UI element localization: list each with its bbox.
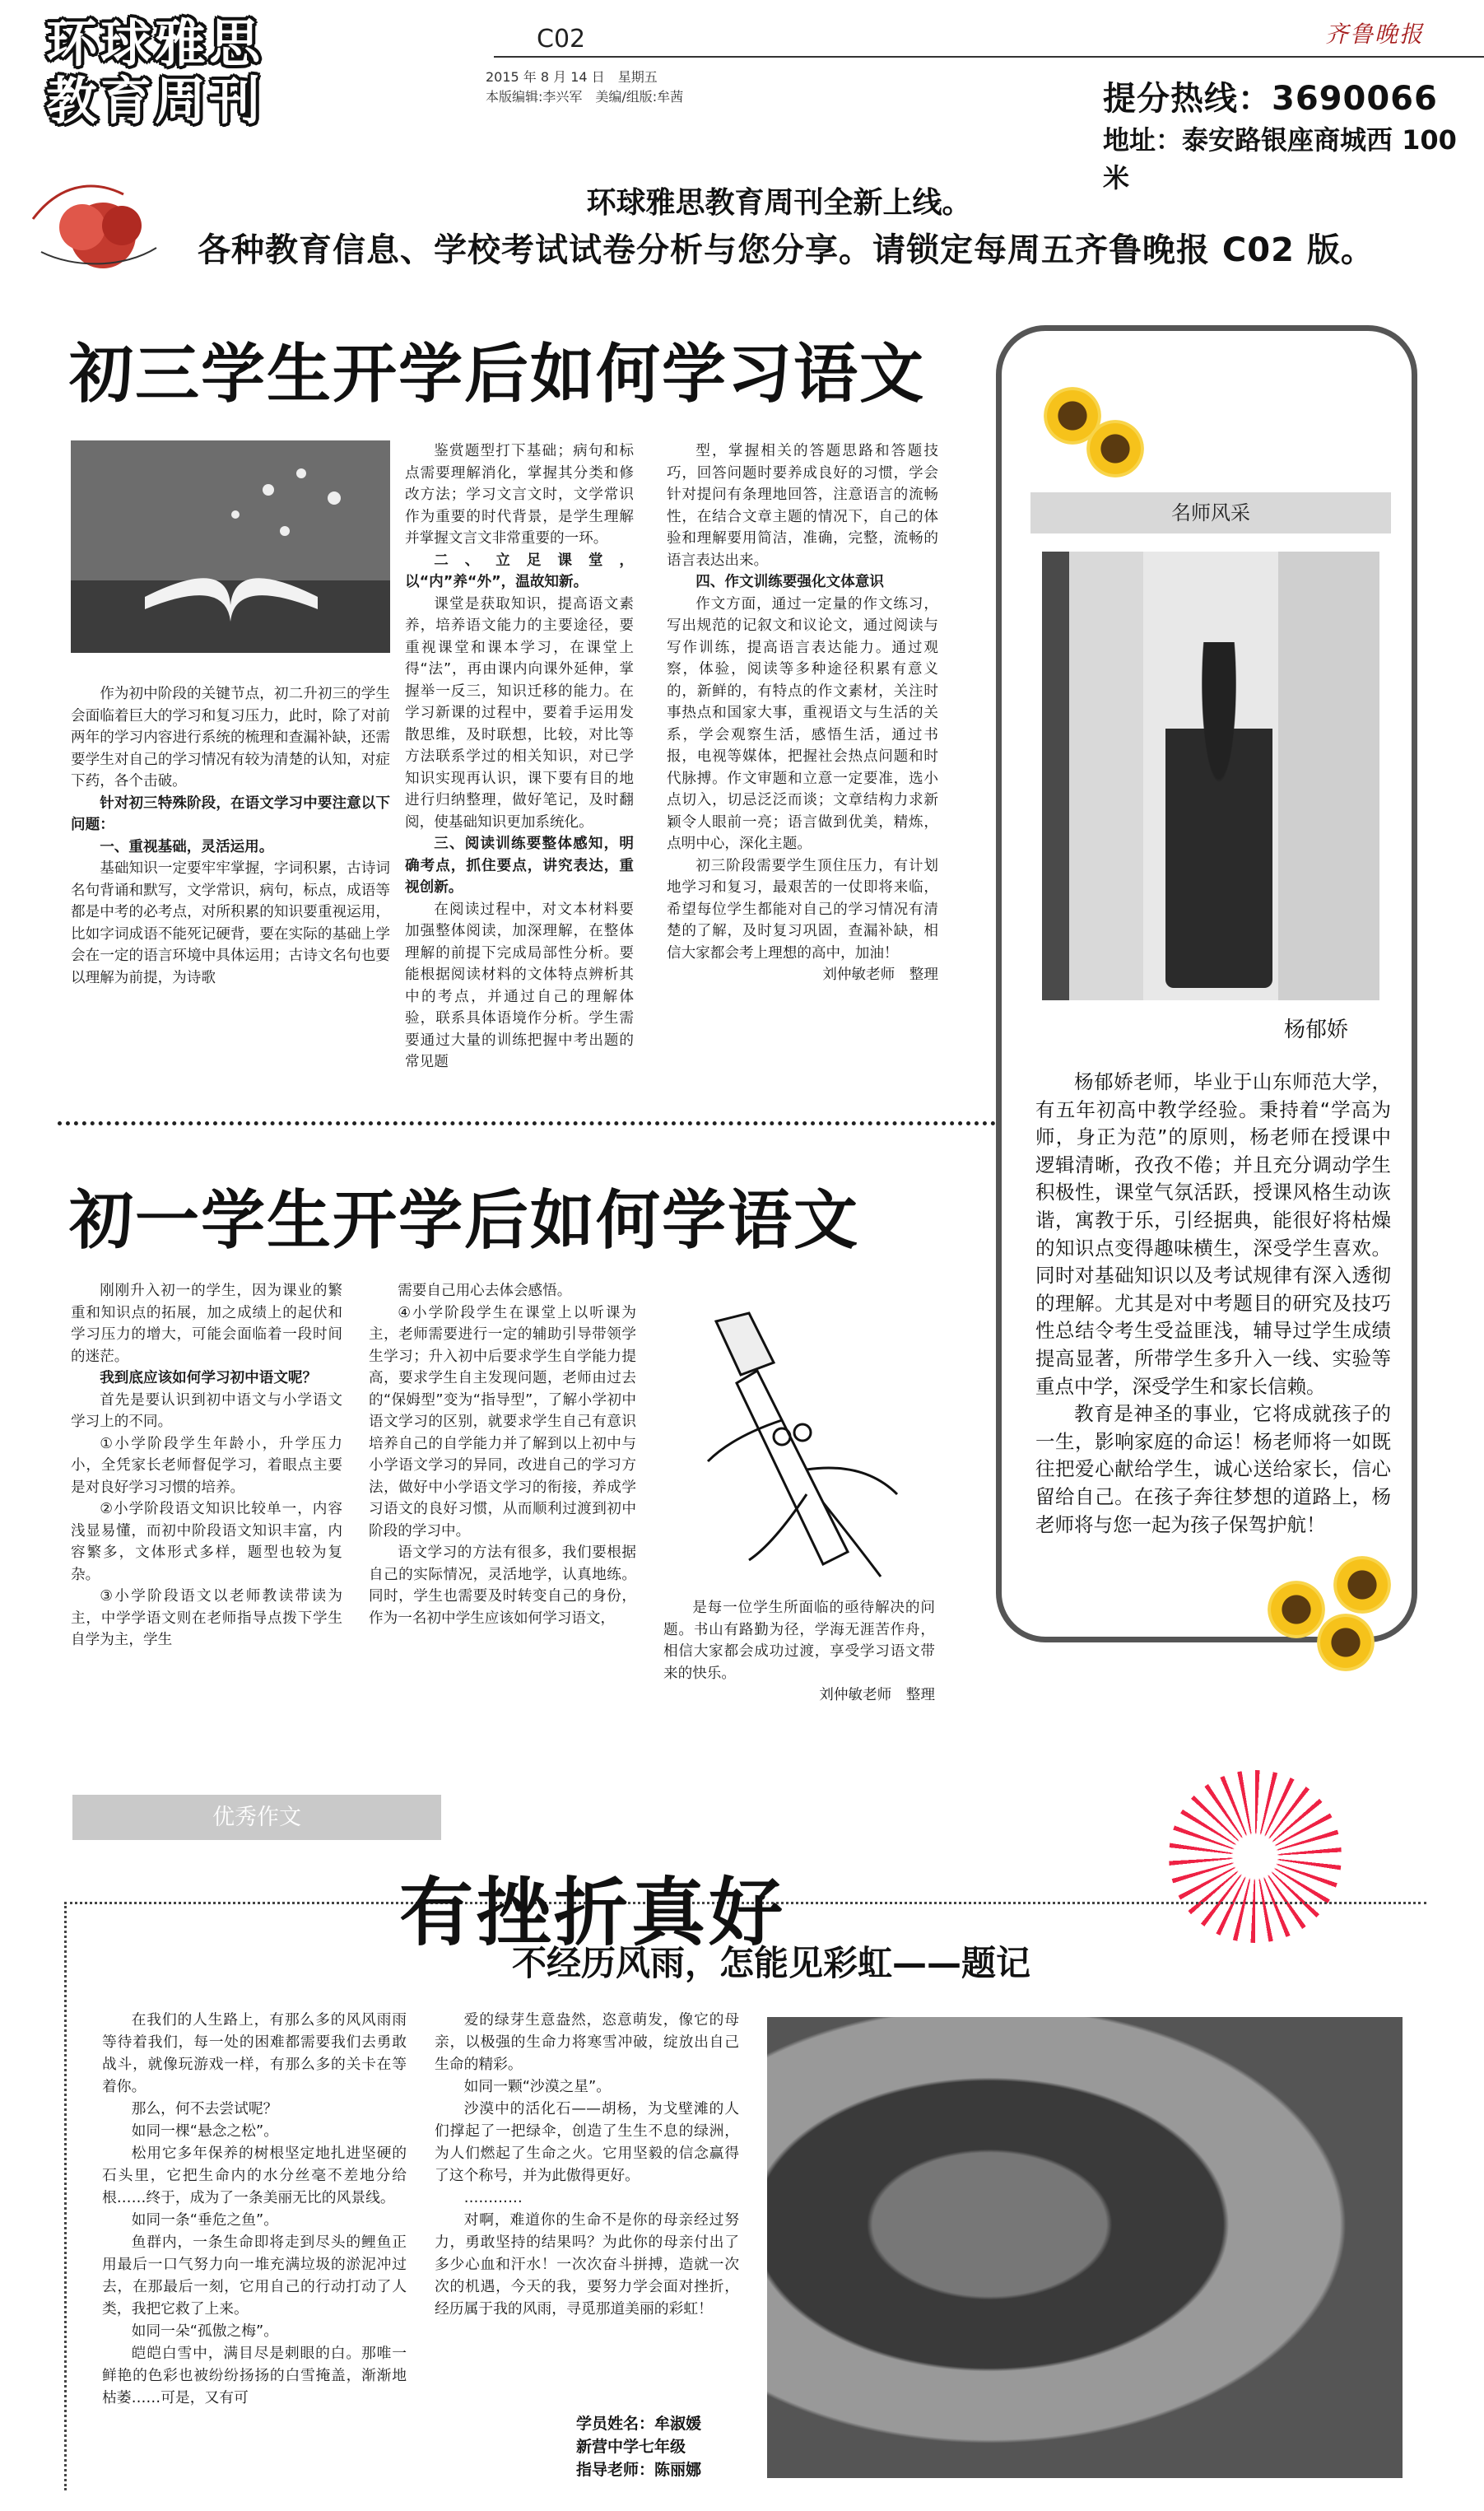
paragraph: 在阅读过程中，对文本材料要加强整体阅读，加深理解，在整体理解的前提下完成局部性分析。要能根据阅读材料的文体特点辨析其中的考点，并通过自己的理解体验，联系具体语境作分析。学生需要通过大量的训练把握中考出题的常见题 — [405, 901, 634, 1070]
paragraph: 松用它多年保养的树根坚定地扎进坚硬的石头里，它把生命内的水分丝毫不差地分给根……终于，成为了一条美丽无比的风景线。 — [102, 2145, 407, 2206]
teacher-section-header: 名师风采 — [1030, 492, 1391, 533]
hotline: 提分热线：3690066 — [1103, 80, 1438, 118]
sunflower-icon — [1317, 1614, 1375, 1671]
paragraph: 如同一条“垂危之鱼”。 — [131, 2211, 279, 2229]
issue-date: 2015 年 8 月 14 日 星期五 — [486, 69, 658, 85]
paragraph: 四、作文训练要强化文体意识 — [695, 574, 884, 590]
essay-signature — [576, 2412, 701, 2481]
paragraph: 作文方面，通过一定量的作文练习，写出规范的记叙文和议论文，通过阅读与写作训练，提高语言表达能力。通过观察，体验，阅读等多种途径积累有意义的，新鲜的，有特点的作文素材，关注时事热点和国家大事，重视语文与生活的关系，学会观察生活，感悟生活，通过书报，电视等媒体，把握社会热点问题和时代脉搏。作文审题和立意一定要准，选小点切入，切忌泛泛而谈；文章结构力求新颖令人眼前一亮；语言做到优美，精炼，点明中心，深化主题。 — [667, 595, 938, 852]
issue-meta — [486, 68, 683, 107]
instructor-name: 指导老师：陈丽娜 — [576, 2461, 702, 2479]
article1-book-photo — [71, 440, 390, 653]
header-rule — [494, 56, 1484, 58]
banner-line1: 环球雅思教育周刊全新上线。 — [586, 186, 972, 220]
paragraph: 杨郁娇老师，毕业于山东师范大学，有五年初高中教学经验。秉持着“学高为师，身正为范”的原则，杨老师在授课中逻辑清晰，孜孜不倦；并且充分调动学生积极性，课堂气氛活跃，授课风格生动诙谐，寓教于乐，引经据典，能很好将枯燥的知识点变得趣味横生，深受学生喜欢。同时对基础知识以及考试规律有深入透彻的理解。尤其是对中考题目的研究及技巧性总结令考生受益匪浅，辅导过学生成绩提高显著，所带学生多升入一线、实验等重点中学，深受学生和家长信赖。 — [1035, 1070, 1391, 1398]
paragraph: 如同一颗“沙漠之星”。 — [463, 2078, 612, 2095]
paragraph: 刚刚升入初一的学生，因为课业的繁重和知识点的拓展，加之成绩上的起伏和学习压力的增大，可能会面临着一段时间的迷茫。 — [71, 1283, 342, 1365]
paragraph: 鉴赏题型打下基础；病句和标点需要理解消化，掌握其分类和修改方法；学习文言文时，文学常识作为重要的时代背景，是学生理解并掌握文言文非常重要的一环。 — [405, 443, 634, 547]
paragraph: 是每一位学生所面临的亟待解决的问题。书山有路勤为径，学海无涯苦作舟，相信大家都会成功过渡，享受学习语文带来的快乐。 — [663, 1600, 935, 1682]
paragraph: 沙漠中的活化石——胡杨，为戈壁滩的人们撑起了一把绿伞，创造了生生不息的绿洲，为人们燃起了生命之火。它用坚毅的信念赢得了这个称号，并为此傲得更好。 — [435, 2100, 739, 2184]
newspaper-logo: 齐鲁晚报 — [1325, 21, 1425, 48]
paragraph: 作为初中阶段的关键节点，初二升初三的学生会面临着巨大的学习和复习压力，此时，除了对前两年的学习内容进行系统的梳理和查漏补缺，还需要学生对自己的学习情况有较为清楚的认知，对症下药，各个击破。 — [71, 686, 390, 790]
paragraph: 皑皑白雪中，满目尽是刺眼的白。那唯一鲜艳的色彩也被纷纷扬扬的白雪掩盖，渐渐地枯萎……可是，又有可 — [102, 2345, 407, 2406]
paragraph: 初三阶段需要学生顶住压力，有计划地学习和复习，最艰苦的一仗即将来临，希望每位学生都能对自己的学习情况有清楚的了解，及时复习巩固，查漏补缺，相信大家都会考上理想的高中，加油！ — [667, 857, 938, 962]
essay-col2 — [435, 2009, 739, 2371]
paragraph: 教育是神圣的事业，它将成就孩子的一生，影响家庭的命运！杨老师将一如既往把爱心献给学生，诚心送给家长，信心留给自己。在孩子奔往梦想的道路上，杨老师将与您一起为孩子保驾护航！ — [1035, 1402, 1391, 1536]
paragraph: 针对初三特殊阶段，在语文学习中要注意以下问题： — [71, 794, 390, 833]
teacher-photo-caption: 杨郁娇 — [1284, 1018, 1349, 1042]
paragraph: ③小学阶段语文以老师教读带读为主，中学学语文则在老师指导点拨下学生自学为主，学生 — [71, 1588, 342, 1648]
mother-child-photo — [767, 2017, 1403, 2478]
paragraph: 鱼群内，一条生命即将走到尽头的鲤鱼正用最后一口气努力向一堆充满垃圾的淤泥冲过去，在那最后一刻，它用自己的行动打动了人类，我把它救了上来。 — [102, 2234, 407, 2318]
masthead-line1: 环球雅思 — [46, 13, 264, 73]
paragraph: 一、重视基础，灵活运用。 — [100, 838, 274, 855]
paragraph: ④小学阶段学生在课堂上以听课为主，老师需要进行一定的辅助引导带领学生学习；升入初中后要求学生自学能力提高，要求学生自主发现问题，老师由过去的“保姆型”变为“指导型”，了解小学初中语文学习的区别，就要求学生自己有意识培养自己的自学能力并了解到以上初中与小学语文学习的异同，改进自己的学习方法，做好中小学语文学习的衔接，养成学习语文的良好习惯，从而顺利过渡到初中阶段的学习中。 — [369, 1304, 636, 1540]
masthead-title — [46, 15, 263, 130]
paragraph: 基础知识一定要牢牢掌握，字词积累，古诗词名句背诵和默写，文学常识，病句，标点，成语等都是中考的必考点，对所积累的知识要重视运用，比如字词成语不能死记硬背，要在实际的基础上学会在一定的语言环境中具体运用；古诗文名句也要以理解为前提，为诗歌 — [71, 860, 390, 986]
teacher-bio — [1035, 1069, 1391, 1539]
paragraph: 对啊，难道你的生命不是你的母亲经过努力，勇敢坚持的结果吗？为此你的母亲付出了多少心血和汗水！一次次奋斗拼搏，造就一次次的机遇，今天的我，要努力学会面对挫折，经历属于我的风雨，寻觅那道美丽的彩虹！ — [435, 2211, 739, 2318]
paragraph: 三、阅读训练要整体感知，明确考点，抓住要点，讲究表达，重视创新。 — [405, 836, 634, 896]
paragraph: 在我们的人生路上，有那么多的风风雨雨等待着我们，每一处的困难都需要我们去勇敢战斗，就像玩游戏一样，有那么多的关卡在等着你。 — [102, 2011, 407, 2095]
sunflower-icon — [1268, 1581, 1325, 1638]
author-credit: 刘仲敏老师 整理 — [819, 1687, 935, 1703]
article2-title: 初一学生开学后如何学语文 — [69, 1184, 860, 1258]
pen-cartoon-illustration — [658, 1297, 922, 1593]
article1-col3 — [667, 440, 938, 1083]
paragraph: 我到底应该如何学习初中语文呢？ — [100, 1370, 318, 1386]
essay-col1 — [102, 2009, 407, 2486]
paragraph: 那么，何不去尝试呢？ — [131, 2100, 278, 2117]
teacher-photo — [1042, 552, 1379, 1000]
paragraph: 首先是要认识到初中语文与小学语文学习上的不同。 — [71, 1391, 342, 1430]
paragraph: 需要自己用心去体会感悟。 — [398, 1283, 572, 1299]
student-school: 新营中学七年级 — [576, 2438, 686, 2456]
paragraph: 爱的绿芽生意盎然，恣意萌发，像它的母亲，以极强的生命力将寒雪冲破，绽放出自己生命的精彩。 — [435, 2011, 739, 2073]
issue-editors: 本版编辑:李兴军 美编/组版:牟茜 — [486, 89, 684, 105]
masthead-line2: 教育周刊 — [46, 71, 264, 131]
banner-line2: 各种教育信息、学校考试试卷分析与您分享。请锁定每周五齐鲁晚报 C02 版。 — [198, 231, 1375, 269]
paragraph: 如同一棵“悬念之松”。 — [131, 2122, 279, 2140]
teacher-figure — [1165, 642, 1272, 988]
article2-col2 — [369, 1280, 636, 1729]
sunflower-icon — [1086, 420, 1144, 478]
paragraph: 型，掌握相关的答题思路和答题技巧，回答问题时要养成良好的习惯，学会针对提问有条理地回答，注意语言的流畅性，在结合文章主题的情况下，自己的体验和理解要用简洁，准确，完整，流畅的语言表达出来。 — [667, 443, 938, 569]
student-name: 学员姓名：牟淑媛 — [576, 2415, 702, 2433]
paragraph: 如同一朵“孤傲之梅”。 — [131, 2322, 279, 2340]
essay-section-tab: 优秀作文 — [72, 1795, 441, 1840]
page-number: C02 — [537, 25, 586, 54]
author-credit: 刘仲敏老师 整理 — [822, 967, 938, 983]
paragraph: 语文学习的方法有很多，我们要根据自己的实际情况，灵活地学，认真地练。同时，学生也需要及时转变自己的身份，作为一名初中学生应该如何学习语文， — [369, 1544, 636, 1627]
section-divider — [58, 1121, 996, 1125]
paragraph: ②小学阶段语文知识比较单一，内容浅显易懂，而初中阶段语文知识丰富，内容繁多，文体形式多样，题型也较为复杂。 — [71, 1501, 342, 1583]
paragraph: 二、立足课堂，以“内”养“外”，温故知新。 — [405, 552, 634, 590]
article2-col3 — [663, 1597, 935, 1729]
essay-title: 有挫折真好 — [399, 1870, 786, 1956]
essay-subtitle: 不经历风雨，怎能见彩虹——题记 — [512, 1943, 1031, 1983]
article1-col2 — [405, 440, 634, 1070]
sunflower-icon — [1333, 1556, 1391, 1614]
paragraph: ①小学阶段学生年龄小，升学压力小，全凭家长老师督促学习，着眼点主要是对良好学习习惯的培养。 — [71, 1435, 342, 1496]
address: 地址：泰安路银座商城西 100 米 — [1103, 124, 1457, 193]
paragraph: ………… — [463, 2189, 523, 2206]
article1-title: 初三学生开学后如何学习语文 — [69, 338, 926, 412]
paragraph: 课堂是获取知识，提高语文素养，培养语文能力的主要途径，要重视课堂和课本学习，在课堂上得“法”，再由课内向课外延伸，掌握举一反三，知识迁移的能力。在学习新课的过程中，要着手运用发散思维，及时联想，比较，对比等方法联系学过的相关知识，对已学知识实现再认识，课下要有目的地进行归纳整理，做好笔记，及时翻阅，使基础知识更加系统化。 — [405, 595, 634, 831]
article1-col1 — [71, 683, 390, 1070]
article2-col1 — [71, 1280, 342, 1725]
